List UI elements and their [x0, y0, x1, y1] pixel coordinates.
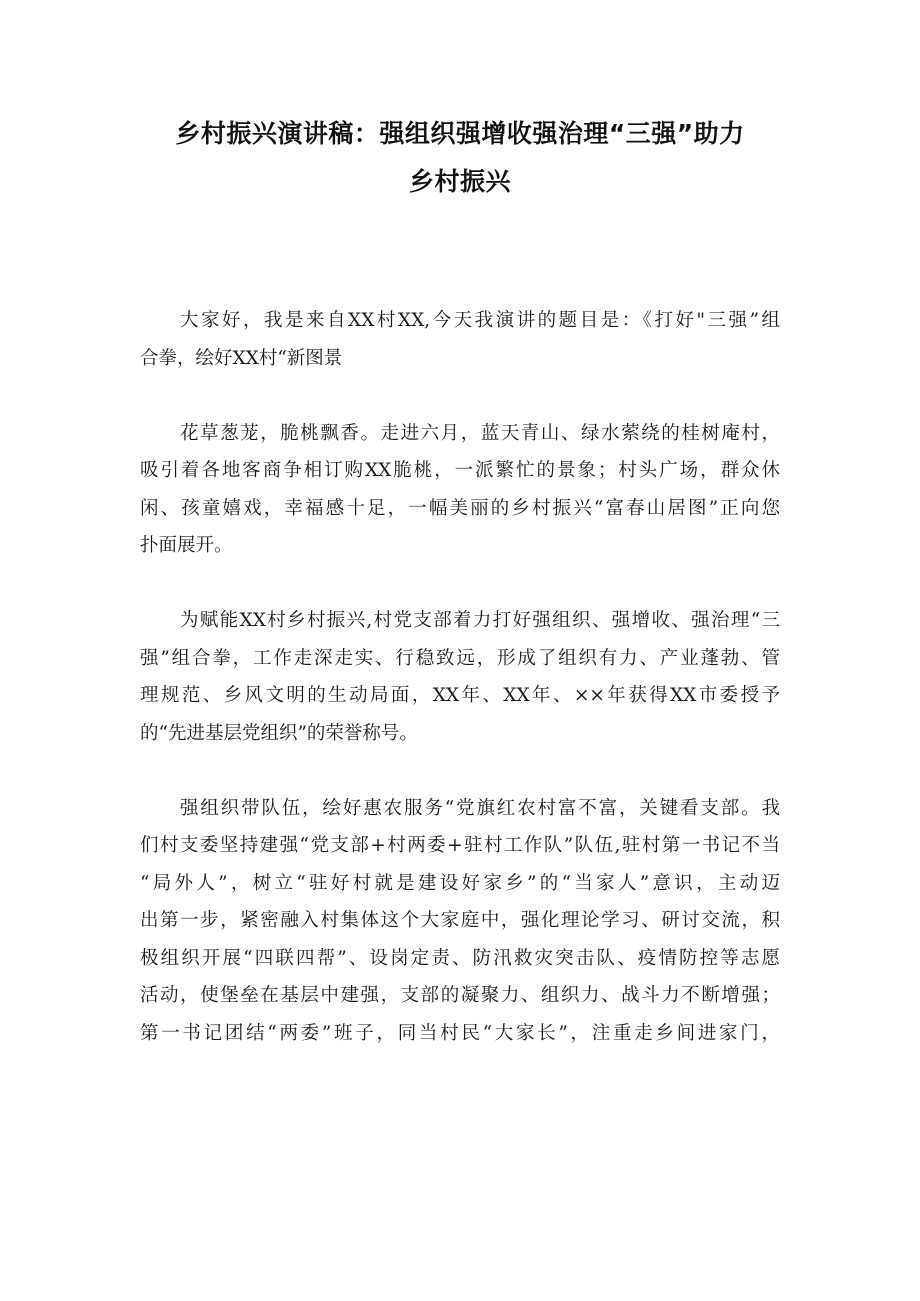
text-line: 合拳，绘好XX村“新图景 — [140, 347, 343, 369]
text-line: 理规范、乡风文明的生动局面，XX年、XX年、××年获得XX市委授予 — [140, 685, 780, 706]
paragraph-scenery — [140, 415, 780, 565]
text-line: 大家好，我是来自XX村XX,今天我演讲的题目是：《打好"三强”组 — [180, 310, 780, 331]
text-line: 强”组合拳，工作走深走实、行稳致远，形成了组织有力、产业蓬勃、管 — [140, 647, 780, 669]
document-body — [140, 302, 780, 1090]
text-line: 极组织开展“四联四帮”、设岗定责、防汛救灾突击队、疫情防控等志愿 — [140, 947, 780, 969]
text-line: 的“先进基层党组织”的荣誉称号。 — [140, 722, 418, 744]
paragraph-intro — [140, 302, 780, 377]
text-line: 们村支委坚持建强“党支部+村两委+驻村工作队”队伍,驻村第一书记不当 — [140, 835, 780, 856]
text-line: 第一书记团结“两委”班子，同当村民“大家长”，注重走乡间进家门， — [140, 1022, 780, 1044]
document-title — [120, 110, 800, 206]
text-line: 活动，使堡垒在基层中建强，支部的凝聚力、组织力、战斗力不断增强； — [140, 985, 780, 1006]
text-line: 为赋能XX村乡村振兴,村党支部着力打好强组织、强增收、强治理“三 — [180, 610, 780, 631]
paragraph-three-strengths — [140, 602, 780, 752]
text-line: “局外人”，树立“驻好村就是建设好家乡”的“当家人”意识，主动迈 — [140, 872, 780, 894]
text-line: 强组织带队伍，绘好惠农服务“党旗红农村富不富，关键看支部。我 — [180, 797, 780, 819]
paragraph-organization — [140, 790, 780, 1053]
text-line: 闲、孩童嬉戏，幸福感十足，一幅美丽的乡村振兴“富春山居图”正向您 — [140, 497, 780, 519]
text-line: 出第一步，紧密融入村集体这个大家庭中，强化理论学习、研讨交流，积 — [140, 910, 780, 931]
text-line: 花草葱茏，脆桃飘香。走进六月，蓝天青山、绿水萦绕的桂树庵村， — [180, 422, 780, 444]
text-line: 吸引着各地客商争相订购XX脆桃，一派繁忙的景象；村头广场，群众休 — [140, 460, 780, 481]
title-line: 乡村振兴演讲稿：强组织强增收强治理“三强”助力 — [175, 119, 745, 148]
title-line: 乡村振兴 — [408, 167, 511, 196]
text-line: 扑面展开。 — [140, 535, 233, 556]
